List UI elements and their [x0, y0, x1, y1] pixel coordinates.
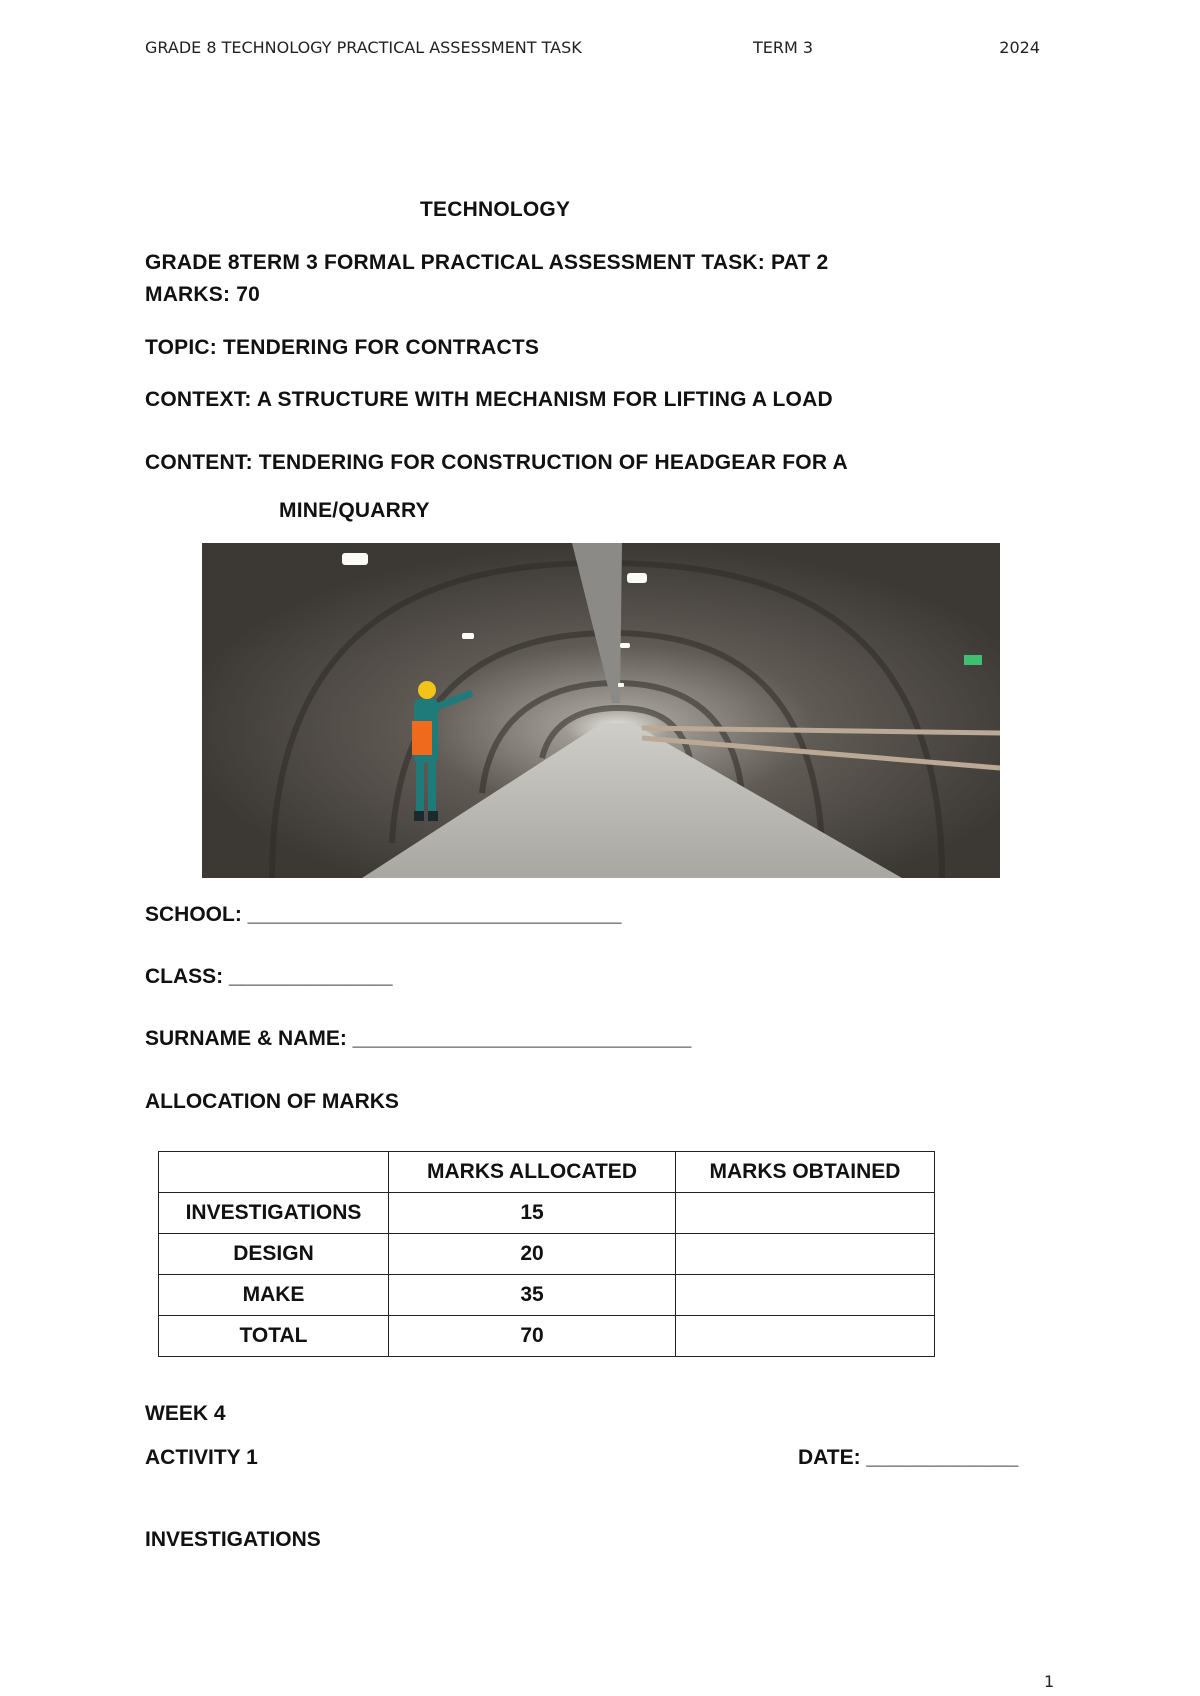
page-header [145, 38, 1040, 60]
investigations-heading: INVESTIGATIONS [145, 1528, 321, 1551]
surname-name-field: SURNAME & NAME: _____________________________ [145, 1027, 692, 1050]
date-field: DATE: _____________ [798, 1446, 1019, 1469]
mine-tunnel-photo [202, 543, 1000, 878]
marks-table [158, 1151, 935, 1357]
activity-label: ACTIVITY 1 [145, 1446, 258, 1469]
table-header-row [159, 1152, 935, 1193]
allocation-heading: ALLOCATION OF MARKS [145, 1090, 399, 1113]
table-row [159, 1275, 935, 1316]
table-row [159, 1193, 935, 1234]
allocated-cell: 35 [389, 1275, 676, 1316]
header-year: 2024 [999, 38, 1040, 57]
obtained-cell [676, 1316, 935, 1357]
allocated-cell: 20 [389, 1234, 676, 1275]
table-header-cell: MARKS OBTAINED [676, 1152, 935, 1193]
section-cell: INVESTIGATIONS [159, 1193, 389, 1234]
topic-line: TOPIC: TENDERING FOR CONTRACTS [145, 336, 540, 359]
marks-line: MARKS: 70 [145, 283, 260, 306]
week-label: WEEK 4 [145, 1402, 226, 1425]
obtained-cell [676, 1275, 935, 1316]
obtained-cell [676, 1234, 935, 1275]
section-cell: TOTAL [159, 1316, 389, 1357]
allocated-cell: 15 [389, 1193, 676, 1234]
table-row [159, 1234, 935, 1275]
table-header-cell [159, 1152, 389, 1193]
class-field: CLASS: ______________ [145, 965, 393, 988]
section-cell: MAKE [159, 1275, 389, 1316]
header-title: GRADE 8 TECHNOLOGY PRACTICAL ASSESSMENT TASK [145, 38, 582, 57]
content-line: CONTENT: TENDERING FOR CONSTRUCTION OF HEADGEAR FOR A [145, 451, 848, 474]
section-cell: DESIGN [159, 1234, 389, 1275]
table-header-cell: MARKS ALLOCATED [389, 1152, 676, 1193]
context-line: CONTEXT: A STRUCTURE WITH MECHANISM FOR LIFTING A LOAD [145, 388, 833, 411]
content-line-continued: MINE/QUARRY [279, 499, 430, 522]
allocated-cell: 70 [389, 1316, 676, 1357]
table-row [159, 1316, 935, 1357]
obtained-cell [676, 1193, 935, 1234]
document-title: TECHNOLOGY [420, 198, 571, 221]
page-number: 1 [1044, 1672, 1055, 1691]
school-field: SCHOOL: ________________________________ [145, 903, 622, 926]
task-line: GRADE 8TERM 3 FORMAL PRACTICAL ASSESSMENT TASK: PAT 2 [145, 251, 829, 274]
header-term: TERM 3 [753, 38, 814, 57]
